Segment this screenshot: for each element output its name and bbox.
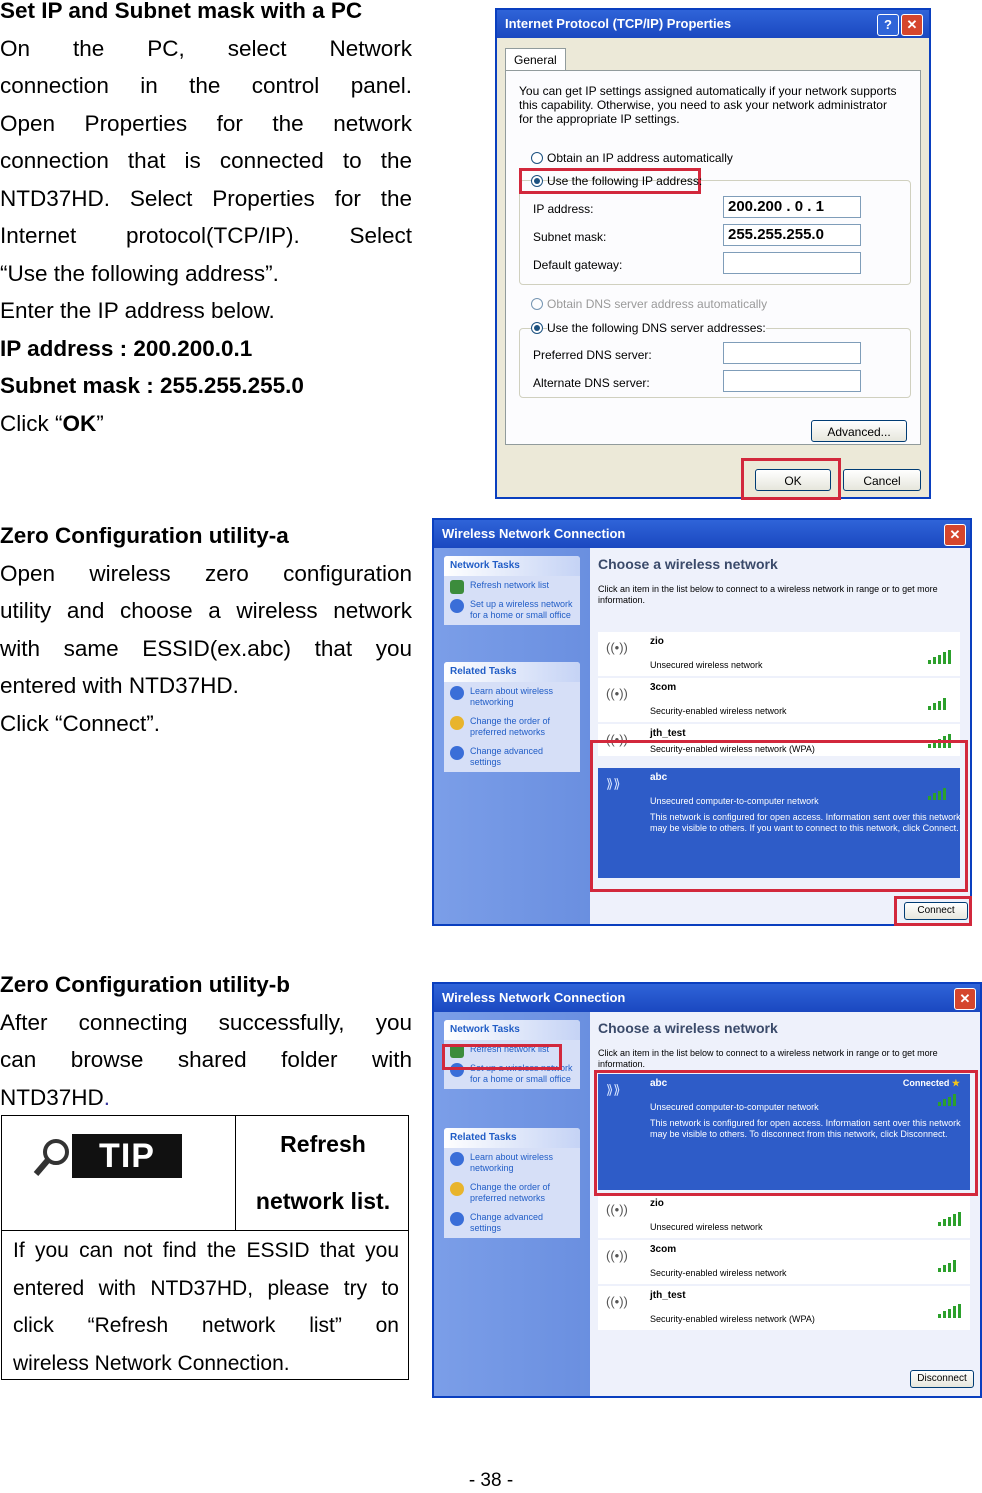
wireless-window-a (432, 518, 972, 926)
window-title: Wireless Network Connection (442, 526, 626, 541)
tab-general[interactable] (505, 48, 566, 71)
network-name: zio (650, 636, 664, 647)
link-label: Refresh network list (470, 580, 550, 590)
link-label: Change the order of preferred networks (470, 716, 551, 737)
window-titlebar (434, 984, 980, 1012)
highlight-refresh-link (442, 1044, 562, 1070)
section-heading: Zero Configuration utility-b (0, 972, 290, 997)
close-icon[interactable]: ✕ (901, 14, 923, 36)
change-order-link[interactable] (444, 1178, 580, 1208)
connect-button[interactable]: Connect (904, 902, 968, 920)
gateway-label: Default gateway: (533, 258, 623, 272)
ip-address-label: IP address: (533, 202, 594, 216)
learn-wireless-link[interactable] (444, 682, 580, 712)
computer-network-icon: ⟫⟫ (606, 776, 621, 791)
subnet-mask-text: Subnet mask : 255.255.255.0 (0, 373, 304, 398)
wireless-window-b (432, 982, 982, 1398)
network-item-3com[interactable] (598, 678, 960, 722)
alternate-dns-field[interactable] (723, 370, 861, 392)
change-order-link[interactable] (444, 712, 580, 742)
paragraph-line: “Use the following address”. (0, 260, 279, 286)
tcpip-properties-window (495, 8, 931, 499)
paragraph-line: Enter the IP address below. (0, 298, 275, 323)
link-label: Change advanced settings (470, 1212, 544, 1233)
subnet-mask-field[interactable]: 255.255.255.0 (723, 224, 861, 246)
highlight-abc-network (590, 740, 968, 892)
setup-icon (450, 599, 464, 613)
choose-network-subtitle: Click an item in the list below to connect to a wireless network in range or to get more information. (598, 1048, 938, 1069)
paragraph-line: can browse shared folder with (0, 1047, 412, 1072)
tab-label: General (514, 53, 557, 67)
ok-word: OK (62, 410, 97, 436)
page-number: - 38 - (468, 1470, 514, 1491)
panel-header: Network Tasks (444, 1020, 580, 1040)
section-heading: Set IP and Subnet mask with a PC (0, 0, 363, 23)
paragraph-line: Open wireless zero configuration (0, 560, 412, 586)
antenna-icon: ((•)) (606, 640, 628, 655)
task-pane (434, 548, 590, 924)
click-suffix: ” (96, 410, 104, 436)
network-name: jth_test (650, 1290, 686, 1301)
paragraph-line: Internet protocol(TCP/IP). Select (0, 223, 412, 248)
disconnect-button[interactable]: Disconnect (910, 1370, 974, 1388)
section-ip-setup (0, 0, 412, 442)
window-titlebar (497, 10, 929, 38)
window-titlebar (434, 520, 970, 548)
network-name: 3com (650, 1244, 677, 1255)
use-ip-label: Use the following IP address: (547, 174, 703, 188)
link-label: Learn about wireless networking (470, 1152, 554, 1173)
setup-wireless-link[interactable] (444, 595, 580, 625)
network-description: This network is configured for open access. Information sent over this network may be visible to others. If you want to connect to this network, click Connect. (650, 812, 961, 833)
paragraph-dot: . (103, 1084, 111, 1110)
tip-body-line: If you can not find the ESSID that you (13, 1239, 399, 1262)
antenna-icon: ((•)) (606, 686, 628, 701)
gateway-field[interactable] (723, 252, 861, 274)
highlight-connected-network (594, 1070, 978, 1196)
help-icon[interactable]: ? (877, 14, 899, 36)
network-name: 3com (650, 682, 677, 693)
network-item-jth-test[interactable] (598, 1286, 970, 1330)
signal-strength-icon (938, 1258, 964, 1272)
paragraph-line: connection that is connected to the (0, 148, 412, 173)
subnet-mask-label: Subnet mask: (533, 230, 607, 244)
tip-refresh-line: Refresh (280, 1131, 366, 1157)
learn-wireless-link[interactable] (444, 1148, 580, 1178)
signal-strength-icon (938, 1304, 964, 1318)
change-advanced-link[interactable] (444, 742, 580, 772)
paragraph-line: entered with NTD37HD. (0, 673, 239, 698)
paragraph-line: After connecting successfully, you (0, 1009, 412, 1035)
info-icon (450, 686, 464, 700)
star-icon: ★ (951, 1078, 960, 1088)
paragraph-line: On the PC, select Network (0, 35, 412, 61)
tip-body-line: click “Refresh network list” on (13, 1314, 399, 1337)
related-tasks-panel (444, 662, 580, 772)
network-status: Unsecured computer-to-computer network (650, 1102, 819, 1112)
tip-logo-text: TIP (72, 1134, 182, 1178)
signal-strength-icon (938, 1212, 964, 1226)
network-status: Security-enabled wireless network (650, 1268, 787, 1278)
obtain-ip-radio[interactable] (531, 152, 543, 164)
antenna-icon: ((•)) (606, 1294, 628, 1309)
network-status: Unsecured computer-to-computer network (650, 796, 819, 806)
network-name: abc (650, 772, 668, 783)
tip-body-line: wireless Network Connection. (13, 1351, 290, 1375)
network-name: jth_test (650, 728, 686, 739)
network-description: This network is configured for open access. Information sent over this network may be visible to others. To disconnect from this network, click Disconnect. (650, 1118, 961, 1139)
ip-address-field[interactable]: 200.200 . 0 . 1 (723, 196, 861, 218)
choose-network-subtitle: Click an item in the list below to connect to a wireless network in range or to get more information. (598, 584, 938, 605)
network-status: Security-enabled wireless network (WPA) (650, 1314, 815, 1324)
section-zero-config-a (0, 517, 412, 742)
refresh-network-list-link[interactable] (444, 576, 580, 595)
choose-network-title: Choose a wireless network (598, 556, 778, 572)
paragraph-line: NTD37HD. Select Properties for the (0, 185, 412, 211)
window-title: Wireless Network Connection (442, 990, 626, 1005)
signal-strength-icon (928, 650, 954, 664)
cancel-button[interactable]: Cancel (843, 469, 921, 491)
network-status: Unsecured wireless network (650, 660, 763, 670)
paragraph-text: NTD37HD (0, 1084, 104, 1110)
tip-body (13, 1232, 399, 1382)
info-icon (450, 1152, 464, 1166)
close-icon[interactable]: ✕ (954, 988, 976, 1010)
intro-text: You can get IP settings assigned automatically if your network supports this capability. Otherwise, you need to ask your network administrator for the appropriate IP settings. (519, 84, 897, 126)
tip-body-line: entered with NTD37HD, please try to (13, 1276, 399, 1300)
paragraph-line: Click “Connect”. (0, 710, 161, 736)
network-item-3com[interactable] (598, 1240, 970, 1284)
change-advanced-link[interactable] (444, 1208, 580, 1238)
advanced-button[interactable]: Advanced... (811, 420, 907, 442)
highlight-connect (894, 896, 972, 926)
panel-header: Related Tasks (444, 662, 580, 682)
link-label: Set up a wireless network for a home or small office (470, 599, 573, 620)
ok-button[interactable]: OK (755, 469, 831, 491)
link-label: Set up a wireless network for a home or small office (470, 1063, 573, 1084)
section-heading: Zero Configuration utility-a (0, 523, 289, 548)
tip-refresh-line: network list. (255, 1188, 391, 1214)
paragraph-line (0, 1079, 412, 1117)
alternate-dns-label: Alternate DNS server: (533, 376, 650, 390)
antenna-icon: ((•)) (606, 1202, 628, 1217)
tip-logo (32, 1134, 182, 1178)
antenna-icon: ((•)) (606, 732, 628, 747)
link-label: Change advanced settings (470, 746, 544, 767)
preferred-dns-field[interactable] (723, 342, 861, 364)
obtain-ip-label: Obtain an IP address automatically (547, 151, 733, 165)
click-ok-text (0, 405, 412, 443)
paragraph-line: connection in the control panel. (0, 73, 412, 98)
settings-icon (450, 1212, 464, 1226)
link-label: Refresh network list (470, 1044, 550, 1054)
ip-address-text: IP address : 200.200.0.1 (0, 335, 253, 361)
network-tasks-panel (444, 556, 580, 625)
network-status: Security-enabled wireless network (650, 706, 787, 716)
panel-header: Network Tasks (444, 556, 580, 576)
star-icon (450, 716, 464, 730)
section-zero-config-b (0, 966, 412, 1116)
choose-network-title: Choose a wireless network (598, 1020, 778, 1036)
use-ip-radio[interactable] (531, 175, 543, 187)
related-tasks-panel (444, 1128, 580, 1238)
tip-refresh-heading (236, 1116, 410, 1230)
paragraph-line: utility and choose a wireless network (0, 598, 412, 623)
network-item-zio[interactable] (598, 632, 960, 676)
network-name: abc (650, 1078, 668, 1089)
star-icon (450, 1182, 464, 1196)
refresh-icon (450, 580, 464, 594)
use-dns-label: Use the following DNS server addresses: (547, 321, 766, 335)
network-status: Security-enabled wireless network (WPA) (650, 744, 815, 754)
magnifier-icon (32, 1134, 76, 1178)
signal-strength-icon (928, 696, 954, 710)
obtain-dns-label: Obtain DNS server address automatically (547, 297, 768, 311)
panel-header: Related Tasks (444, 1128, 580, 1148)
settings-icon (450, 746, 464, 760)
computer-network-icon: ⟫⟫ (606, 1082, 621, 1097)
network-status: Unsecured wireless network (650, 1222, 763, 1232)
tip-box (1, 1115, 409, 1380)
use-dns-radio[interactable] (531, 322, 543, 334)
network-item-zio[interactable] (598, 1194, 970, 1238)
paragraph-line: Open Properties for the network (0, 110, 412, 136)
close-icon[interactable]: ✕ (944, 524, 966, 546)
link-label: Change the order of preferred networks (470, 1182, 551, 1203)
preferred-dns-label: Preferred DNS server: (533, 348, 652, 362)
obtain-dns-radio[interactable] (531, 298, 543, 310)
network-name: zio (650, 1198, 664, 1209)
window-title: Internet Protocol (TCP/IP) Properties (505, 16, 732, 31)
link-label: Learn about wireless networking (470, 686, 554, 707)
click-prefix: Click “ (0, 410, 63, 436)
antenna-icon: ((•)) (606, 1248, 628, 1263)
paragraph-line: with same ESSID(ex.abc) that you (0, 635, 412, 661)
connected-label: Connected (902, 1078, 950, 1088)
